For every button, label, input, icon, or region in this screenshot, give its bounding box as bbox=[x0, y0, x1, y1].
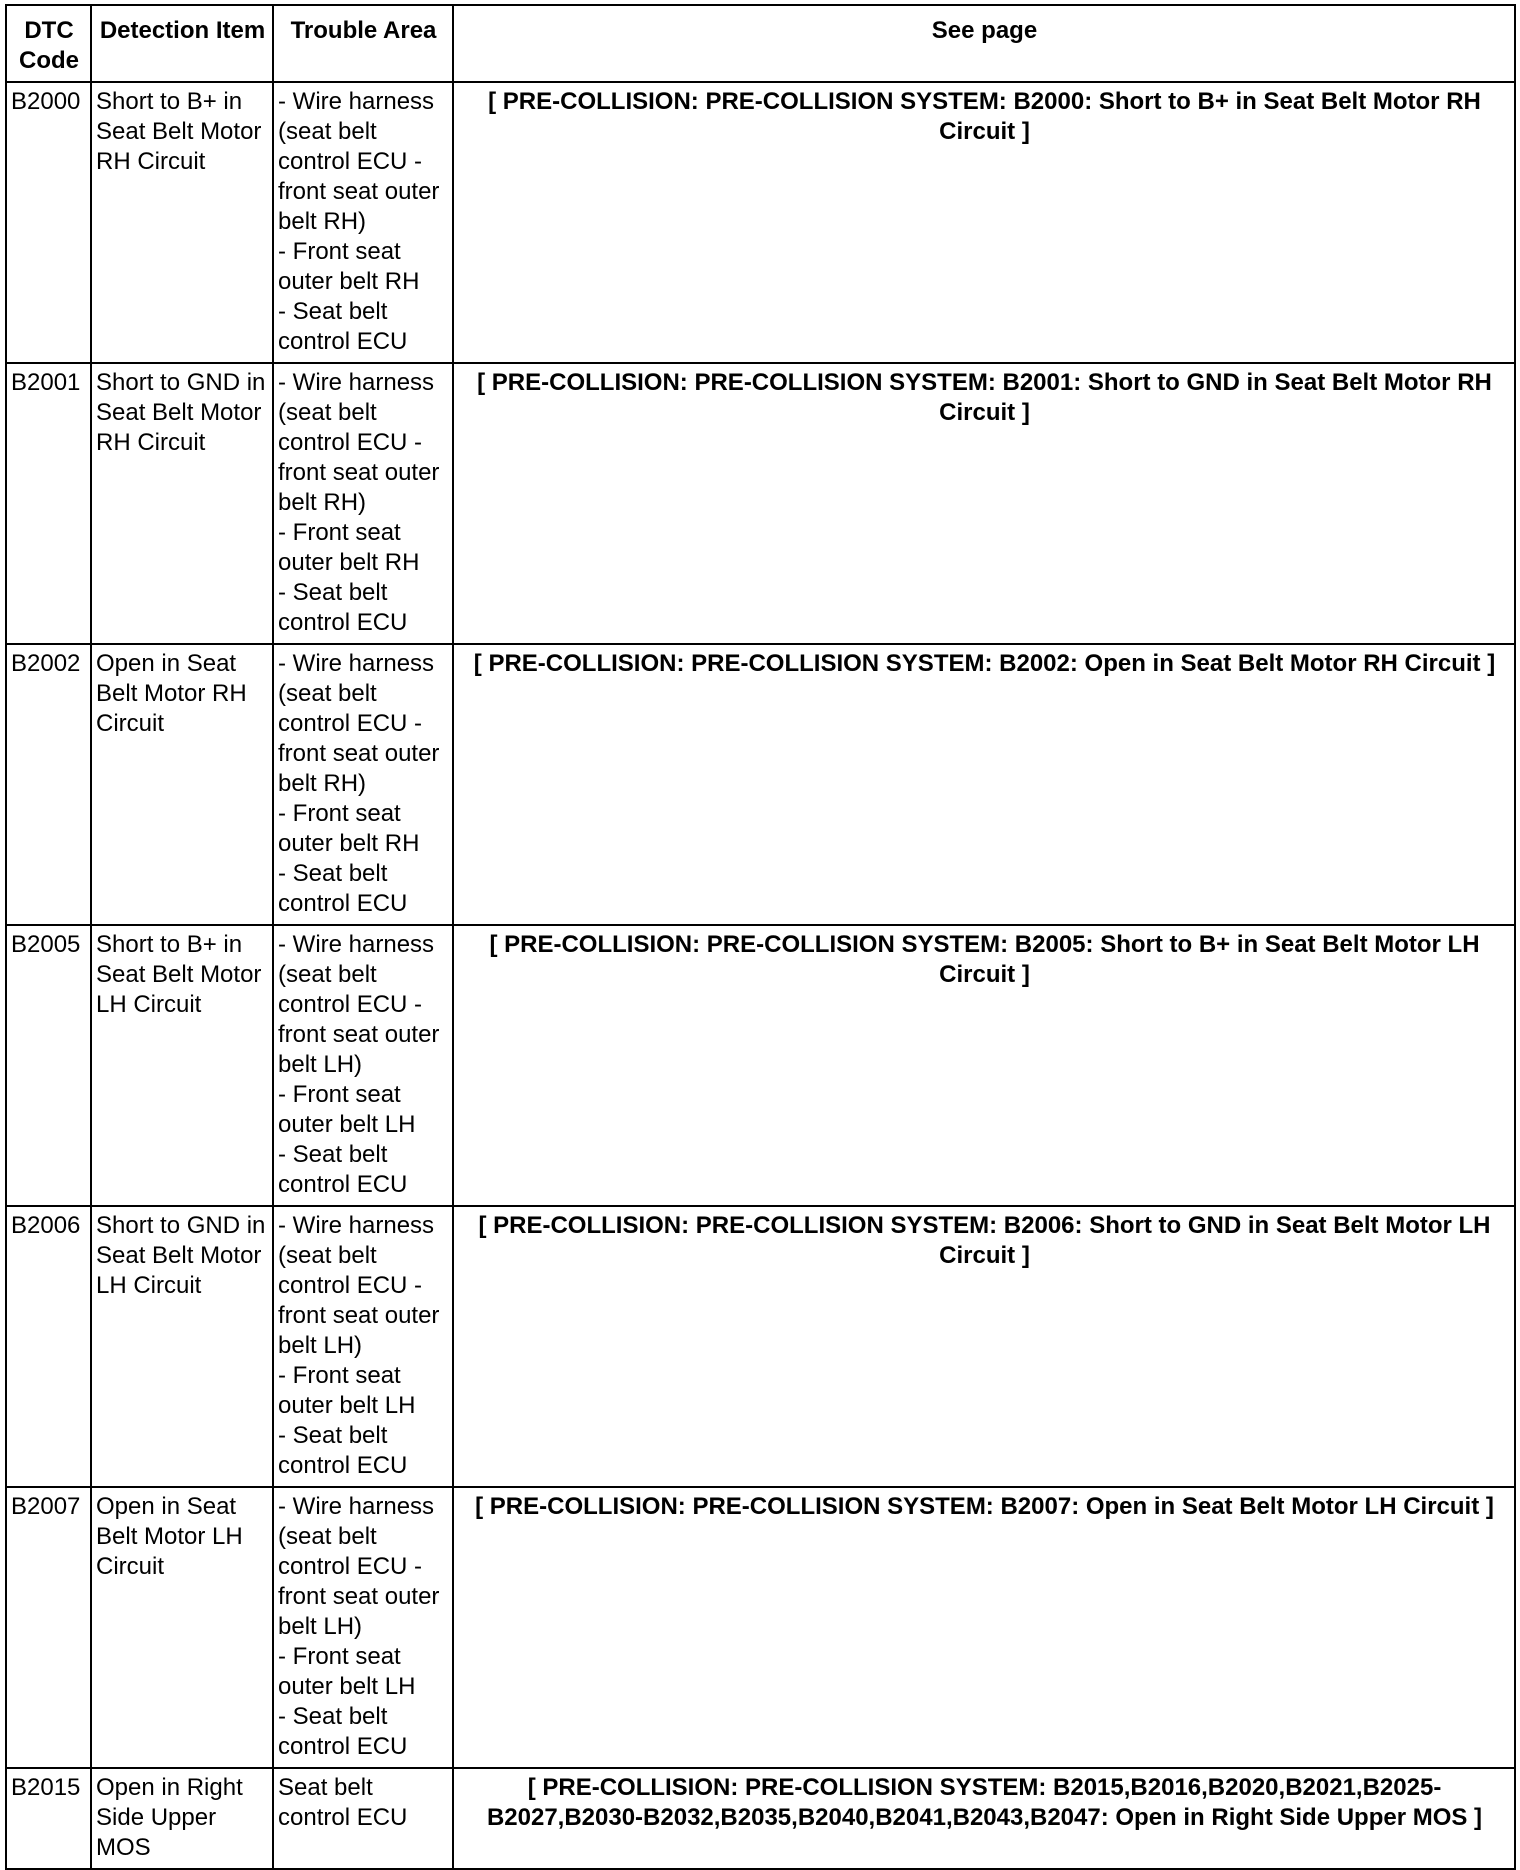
table-row bbox=[6, 644, 1515, 925]
see-page-link[interactable]: [ PRE-COLLISION: PRE-COLLISION SYSTEM: B2001: Short to GND in Seat Belt Motor RH Circuit ] bbox=[453, 363, 1515, 644]
trouble-area-cell bbox=[273, 644, 453, 925]
trouble-area-line: - Front seat outer belt LH bbox=[278, 1643, 416, 1700]
trouble-area-cell bbox=[273, 1206, 453, 1487]
header-trouble-area: Trouble Area bbox=[273, 5, 453, 82]
detection-item-cell: Open in Seat Belt Motor LH Circuit bbox=[91, 1487, 273, 1768]
header-detection-item: Detection Item bbox=[91, 5, 273, 82]
trouble-area-line: - Seat belt control ECU bbox=[278, 1703, 408, 1760]
see-page-link[interactable]: [ PRE-COLLISION: PRE-COLLISION SYSTEM: B2000: Short to B+ in Seat Belt Motor RH Circuit ] bbox=[453, 82, 1515, 363]
trouble-area-cell bbox=[273, 925, 453, 1206]
dtc-code-cell: B2005 bbox=[6, 925, 91, 1206]
table-row bbox=[6, 363, 1515, 644]
trouble-area-line: - Front seat outer belt LH bbox=[278, 1081, 416, 1138]
trouble-area-line: - Wire harness (seat belt control ECU - front seat outer belt LH) bbox=[278, 1212, 440, 1359]
see-page-link[interactable]: [ PRE-COLLISION: PRE-COLLISION SYSTEM: B2005: Short to B+ in Seat Belt Motor LH Circuit ] bbox=[453, 925, 1515, 1206]
dtc-code-cell: B2007 bbox=[6, 1487, 91, 1768]
trouble-area-line: - Seat belt control ECU bbox=[278, 1422, 408, 1479]
trouble-area-line: - Front seat outer belt RH bbox=[278, 519, 420, 576]
trouble-area-line: - Wire harness (seat belt control ECU - front seat outer belt RH) bbox=[278, 650, 440, 797]
detection-item-cell: Short to GND in Seat Belt Motor LH Circuit bbox=[91, 1206, 273, 1487]
dtc-code-cell: B2001 bbox=[6, 363, 91, 644]
trouble-area-line: - Seat belt control ECU bbox=[278, 1141, 408, 1198]
dtc-code-cell: B2000 bbox=[6, 82, 91, 363]
trouble-area-line: - Wire harness (seat belt control ECU - front seat outer belt RH) bbox=[278, 88, 440, 235]
trouble-area-line: - Wire harness (seat belt control ECU - front seat outer belt LH) bbox=[278, 1493, 440, 1640]
trouble-area-cell bbox=[273, 363, 453, 644]
see-page-link[interactable]: [ PRE-COLLISION: PRE-COLLISION SYSTEM: B2006: Short to GND in Seat Belt Motor LH Circuit ] bbox=[453, 1206, 1515, 1487]
trouble-area-cell bbox=[273, 1768, 453, 1869]
trouble-area-line: Seat belt control ECU bbox=[278, 1774, 408, 1831]
detection-item-cell: Short to B+ in Seat Belt Motor RH Circuit bbox=[91, 82, 273, 363]
table-row bbox=[6, 82, 1515, 363]
trouble-area-line: - Seat belt control ECU bbox=[278, 579, 408, 636]
trouble-area-line: - Wire harness (seat belt control ECU - front seat outer belt LH) bbox=[278, 931, 440, 1078]
dtc-table bbox=[5, 4, 1516, 1870]
see-page-link[interactable]: [ PRE-COLLISION: PRE-COLLISION SYSTEM: B2002: Open in Seat Belt Motor RH Circuit ] bbox=[453, 644, 1515, 925]
header-see-page: See page bbox=[453, 5, 1515, 82]
detection-item-cell: Open in Seat Belt Motor RH Circuit bbox=[91, 644, 273, 925]
trouble-area-cell bbox=[273, 1487, 453, 1768]
trouble-area-line: - Front seat outer belt RH bbox=[278, 800, 420, 857]
table-row bbox=[6, 1206, 1515, 1487]
trouble-area-line: - Wire harness (seat belt control ECU - front seat outer belt RH) bbox=[278, 369, 440, 516]
table-row bbox=[6, 1487, 1515, 1768]
see-page-link[interactable]: [ PRE-COLLISION: PRE-COLLISION SYSTEM: B2015,B2016,B2020,B2021,B2025-B2027,B2030-B2032,B2035,B2040,B2041,B2043,B2047: Open in Right Side Upper MOS ] bbox=[453, 1768, 1515, 1869]
header-dtc-code: DTC Code bbox=[6, 5, 91, 82]
trouble-area-line: - Front seat outer belt RH bbox=[278, 238, 420, 295]
table-row bbox=[6, 925, 1515, 1206]
dtc-code-cell: B2006 bbox=[6, 1206, 91, 1487]
dtc-code-cell: B2002 bbox=[6, 644, 91, 925]
dtc-code-cell: B2015 bbox=[6, 1768, 91, 1869]
trouble-area-line: - Seat belt control ECU bbox=[278, 860, 408, 917]
detection-item-cell: Short to B+ in Seat Belt Motor LH Circuit bbox=[91, 925, 273, 1206]
header-row bbox=[6, 5, 1515, 82]
detection-item-cell: Short to GND in Seat Belt Motor RH Circuit bbox=[91, 363, 273, 644]
table-row bbox=[6, 1768, 1515, 1869]
trouble-area-cell bbox=[273, 82, 453, 363]
trouble-area-line: - Front seat outer belt LH bbox=[278, 1362, 416, 1419]
trouble-area-line: - Seat belt control ECU bbox=[278, 298, 408, 355]
see-page-link[interactable]: [ PRE-COLLISION: PRE-COLLISION SYSTEM: B2007: Open in Seat Belt Motor LH Circuit ] bbox=[453, 1487, 1515, 1768]
detection-item-cell: Open in Right Side Upper MOS bbox=[91, 1768, 273, 1869]
